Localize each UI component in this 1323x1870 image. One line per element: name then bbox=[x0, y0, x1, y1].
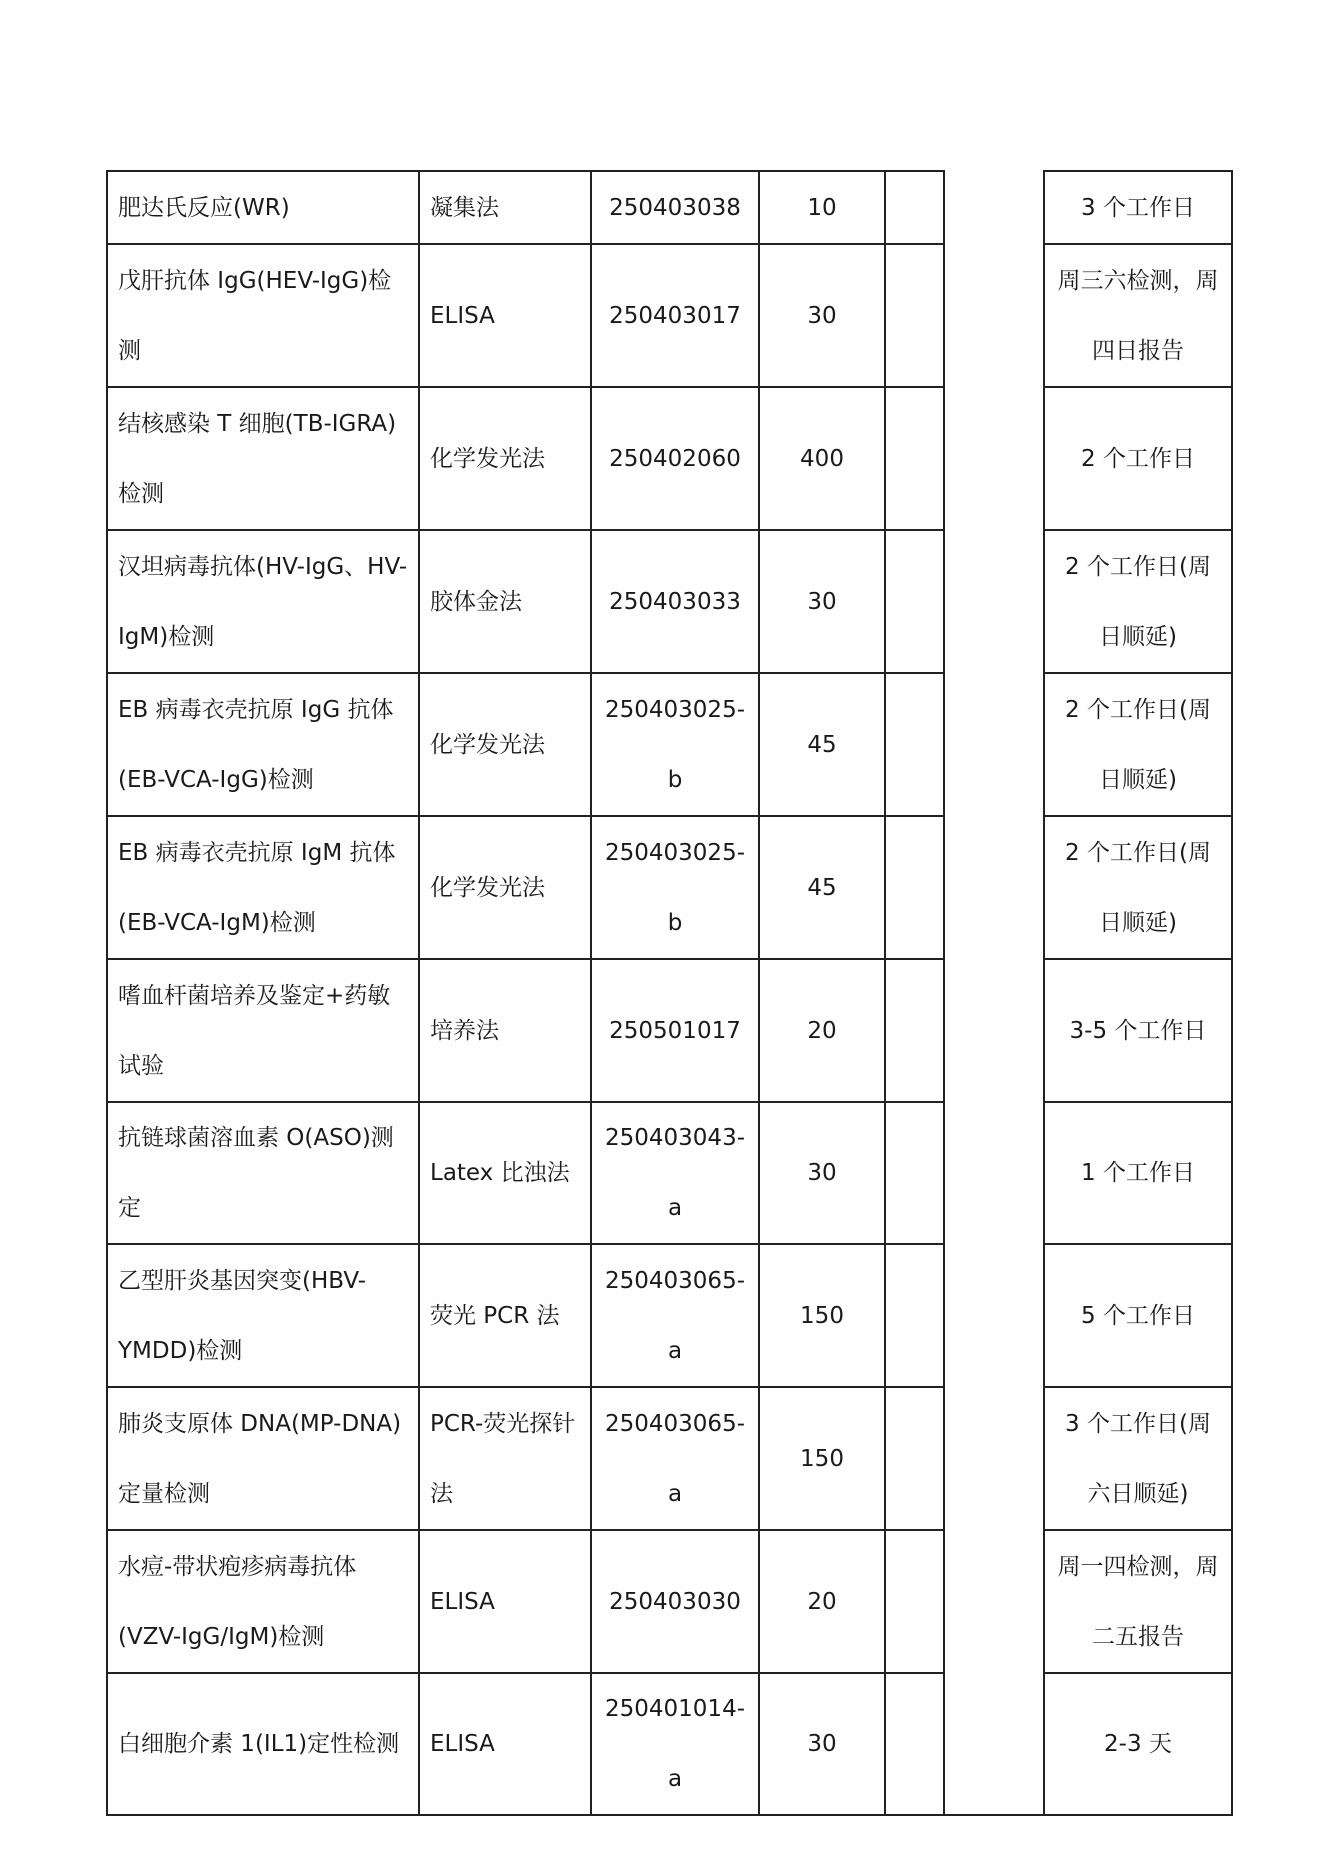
gap-cell bbox=[944, 1673, 1044, 1815]
blank-cell bbox=[885, 673, 944, 816]
method-cell: 荧光 PCR 法 bbox=[419, 1244, 591, 1387]
gap-cell bbox=[944, 244, 1044, 387]
test-name-cell: 汉坦病毒抗体(HV-IgG、HV-IgM)检测 bbox=[107, 530, 419, 673]
item-code-cell: 250501017 bbox=[591, 959, 759, 1102]
item-code-cell: 250403033 bbox=[591, 530, 759, 673]
item-code-cell: 250403025-b bbox=[591, 816, 759, 959]
table-row bbox=[107, 959, 1232, 1102]
gap-cell bbox=[944, 171, 1044, 244]
gap-cell bbox=[944, 387, 1044, 530]
table-row bbox=[107, 387, 1232, 530]
gap-cell bbox=[944, 1102, 1044, 1244]
turnaround-cell: 2 个工作日(周日顺延) bbox=[1044, 530, 1232, 673]
gap-cell bbox=[944, 673, 1044, 816]
test-name-cell: 白细胞介素 1(IL1)定性检测 bbox=[107, 1673, 419, 1815]
table-row bbox=[107, 1244, 1232, 1387]
item-code-cell: 250402060 bbox=[591, 387, 759, 530]
turnaround-cell: 3 个工作日 bbox=[1044, 171, 1232, 244]
gap-cell bbox=[944, 530, 1044, 673]
item-code-cell: 250403017 bbox=[591, 244, 759, 387]
price-cell: 20 bbox=[759, 959, 885, 1102]
blank-cell bbox=[885, 530, 944, 673]
blank-cell bbox=[885, 959, 944, 1102]
test-items-table bbox=[106, 170, 1233, 1816]
table-row bbox=[107, 171, 1232, 244]
item-code-cell: 250403038 bbox=[591, 171, 759, 244]
gap-cell bbox=[944, 1530, 1044, 1673]
method-cell: 培养法 bbox=[419, 959, 591, 1102]
price-cell: 30 bbox=[759, 244, 885, 387]
table-row bbox=[107, 1102, 1232, 1244]
turnaround-cell: 2 个工作日(周日顺延) bbox=[1044, 816, 1232, 959]
price-cell: 150 bbox=[759, 1244, 885, 1387]
table-row bbox=[107, 530, 1232, 673]
table-row bbox=[107, 244, 1232, 387]
test-name-cell: 嗜血杆菌培养及鉴定+药敏试验 bbox=[107, 959, 419, 1102]
blank-cell bbox=[885, 387, 944, 530]
gap-cell bbox=[944, 1244, 1044, 1387]
method-cell: ELISA bbox=[419, 244, 591, 387]
method-cell: 化学发光法 bbox=[419, 816, 591, 959]
test-name-cell: 结核感染 T 细胞(TB-IGRA)检测 bbox=[107, 387, 419, 530]
method-cell: 凝集法 bbox=[419, 171, 591, 244]
test-name-cell: 水痘-带状疱疹病毒抗体(VZV-IgG/IgM)检测 bbox=[107, 1530, 419, 1673]
method-cell: ELISA bbox=[419, 1673, 591, 1815]
blank-cell bbox=[885, 1673, 944, 1815]
turnaround-cell: 周一四检测，周二五报告 bbox=[1044, 1530, 1232, 1673]
gap-cell bbox=[944, 1387, 1044, 1530]
test-name-cell: 乙型肝炎基因突变(HBV-YMDD)检测 bbox=[107, 1244, 419, 1387]
price-cell: 45 bbox=[759, 673, 885, 816]
item-code-cell: 250403065-a bbox=[591, 1387, 759, 1530]
turnaround-cell: 3-5 个工作日 bbox=[1044, 959, 1232, 1102]
method-cell: 化学发光法 bbox=[419, 387, 591, 530]
gap-cell bbox=[944, 816, 1044, 959]
price-cell: 30 bbox=[759, 530, 885, 673]
blank-cell bbox=[885, 1102, 944, 1244]
table-row bbox=[107, 673, 1232, 816]
blank-cell bbox=[885, 816, 944, 959]
item-code-cell: 250401014-a bbox=[591, 1673, 759, 1815]
method-cell: Latex 比浊法 bbox=[419, 1102, 591, 1244]
test-name-cell: EB 病毒衣壳抗原 IgG 抗体(EB-VCA-IgG)检测 bbox=[107, 673, 419, 816]
table-row bbox=[107, 1387, 1232, 1530]
item-code-cell: 250403065-a bbox=[591, 1244, 759, 1387]
turnaround-cell: 周三六检测，周四日报告 bbox=[1044, 244, 1232, 387]
table-row bbox=[107, 1530, 1232, 1673]
turnaround-cell: 2 个工作日 bbox=[1044, 387, 1232, 530]
price-cell: 30 bbox=[759, 1102, 885, 1244]
method-cell: PCR-荧光探针法 bbox=[419, 1387, 591, 1530]
test-name-cell: 肺炎支原体 DNA(MP-DNA)定量检测 bbox=[107, 1387, 419, 1530]
turnaround-cell: 2 个工作日(周日顺延) bbox=[1044, 673, 1232, 816]
price-cell: 150 bbox=[759, 1387, 885, 1530]
turnaround-cell: 2-3 天 bbox=[1044, 1673, 1232, 1815]
test-name-cell: EB 病毒衣壳抗原 IgM 抗体(EB-VCA-IgM)检测 bbox=[107, 816, 419, 959]
price-cell: 400 bbox=[759, 387, 885, 530]
table-row bbox=[107, 816, 1232, 959]
turnaround-cell: 3 个工作日(周六日顺延) bbox=[1044, 1387, 1232, 1530]
blank-cell bbox=[885, 244, 944, 387]
gap-cell bbox=[944, 959, 1044, 1102]
blank-cell bbox=[885, 1244, 944, 1387]
method-cell: 胶体金法 bbox=[419, 530, 591, 673]
item-code-cell: 250403030 bbox=[591, 1530, 759, 1673]
test-name-cell: 肥达氏反应(WR) bbox=[107, 171, 419, 244]
price-cell: 30 bbox=[759, 1673, 885, 1815]
test-name-cell: 戊肝抗体 IgG(HEV-IgG)检测 bbox=[107, 244, 419, 387]
test-name-cell: 抗链球菌溶血素 O(ASO)测定 bbox=[107, 1102, 419, 1244]
method-cell: ELISA bbox=[419, 1530, 591, 1673]
method-cell: 化学发光法 bbox=[419, 673, 591, 816]
item-code-cell: 250403043-a bbox=[591, 1102, 759, 1244]
turnaround-cell: 1 个工作日 bbox=[1044, 1102, 1232, 1244]
blank-cell bbox=[885, 1387, 944, 1530]
blank-cell bbox=[885, 171, 944, 244]
item-code-cell: 250403025-b bbox=[591, 673, 759, 816]
price-cell: 10 bbox=[759, 171, 885, 244]
blank-cell bbox=[885, 1530, 944, 1673]
price-cell: 20 bbox=[759, 1530, 885, 1673]
price-cell: 45 bbox=[759, 816, 885, 959]
turnaround-cell: 5 个工作日 bbox=[1044, 1244, 1232, 1387]
table-row bbox=[107, 1673, 1232, 1815]
